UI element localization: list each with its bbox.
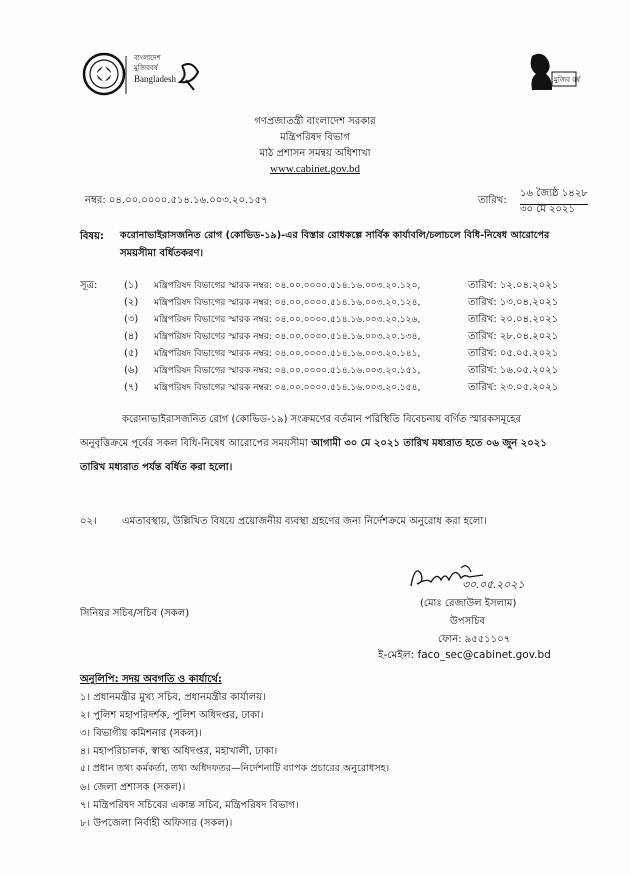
recipient: সিনিয়র সচিব/সচিব (সকল) bbox=[80, 608, 190, 619]
reference-item bbox=[0, 380, 630, 396]
reference-number: (১) bbox=[124, 280, 139, 291]
memo-number: নম্বর: ০৪.০০.০০০০.৫১৪.১৬.০০৩.২০.১৫৭ bbox=[85, 195, 268, 206]
cc-item: ৭। মন্ত্রিপরিষদ সচিবের একান্ত সচিব, মন্ত্রিপরিষদ বিভাগ। bbox=[80, 800, 299, 811]
cc-item: ৬। জেলা প্রশাসক (সকল)। bbox=[80, 782, 186, 793]
reference-number: (৩) bbox=[124, 314, 139, 325]
subject-line-1: করোনাভাইরাসজনিত রোগ (কোভিড-১৯)-এর বিস্তার রোধকল্পে সার্বিক কার্যাবলি/চলাচলে বিধি-নিষেধ আরোপের bbox=[120, 230, 550, 241]
date-label: তারিখ: bbox=[478, 195, 507, 206]
cc-item: ৪। মহাপরিচালক, স্বাস্থ্য অধিদপ্তর, মহাখালী, ঢাকা। bbox=[80, 746, 278, 757]
body-para2-number: ০২। bbox=[80, 516, 97, 527]
signatory-name: (মোঃ রেজাউল ইসলাম) bbox=[420, 598, 517, 609]
cc-item: ৫। প্রধান তথ্য কর্মকর্তা, তথ্য অধিদফতর—নির্দেশনাটি ব্যাপক প্রচারের অনুরোধসহ। bbox=[80, 763, 390, 774]
reference-date: তারিখ: ১২.০৪.২০২১ bbox=[468, 280, 559, 291]
cc-item: ৩। বিভাগীয় কমিশনার (সকল)। bbox=[80, 728, 202, 739]
body-para2: এমতাবস্থায়, উল্লিখিত বিষয়ে প্রয়োজনীয় ব্যবস্থা গ্রহণের জন্য নির্দেশক্রমে অনুরোধ করা হলো। bbox=[122, 516, 487, 527]
reference-text: মন্ত্রিপরিষদ বিভাগের স্মারক নম্বর: ০৪.০০.০০০০.৫১৪.১৬.০০৩.২০.১২৪, bbox=[154, 298, 421, 308]
reference-number: (৫) bbox=[124, 348, 139, 359]
reference-number: (৬) bbox=[124, 365, 139, 376]
body-para1-line2 bbox=[80, 436, 547, 453]
reference-date: তারিখ: ২৩.০৫.২০২১ bbox=[468, 382, 559, 393]
reference-number: (৪) bbox=[124, 331, 139, 342]
reference-date: তারিখ: ১৬.০৫.২০২১ bbox=[468, 365, 559, 376]
signatory-designation: উপসচিব bbox=[450, 616, 486, 627]
cc-item: ১। প্রধানমন্ত্রীর মুখ্য সচিব, প্রধানমন্ত্রীর কার্যালয়। bbox=[80, 692, 266, 703]
mujib-borsho-logo bbox=[522, 50, 580, 96]
office-line-1: গণপ্রজাতন্ত্রী বাংলাদেশ সরকার bbox=[254, 116, 376, 127]
logo-right-text: মুজিব বর্ষ bbox=[554, 76, 581, 84]
reference-item bbox=[0, 363, 630, 379]
body-para1-line2-normal: অনুবৃত্তিক্রমে পূর্বের সকল বিধি-নিষেধ আরোপের সময়সীমা bbox=[80, 438, 308, 449]
office-line-3: মাঠ প্রশাসন সমন্বয় অধিশাখা bbox=[259, 148, 371, 159]
reference-item bbox=[0, 312, 630, 328]
reference-text: মন্ত্রিপরিষদ বিভাগের স্মারক নম্বর: ০৪.০০.০০০০.৫১৪.১৬.০০৩.২০.১৪১, bbox=[154, 349, 421, 359]
reference-item bbox=[0, 346, 630, 362]
reference-text: মন্ত্রিপরিষদ বিভাগের স্মারক নম্বর: ০৪.০০.০০০০.৫১৪.১৬.০০৩.২০.১৫৪, bbox=[154, 383, 421, 393]
website-link[interactable]: www.cabinet.gov.bd bbox=[270, 163, 360, 175]
portrait-icon bbox=[522, 50, 580, 96]
reference-item bbox=[0, 295, 630, 311]
logo-text-1: বাংলাদেশ bbox=[134, 54, 161, 62]
reference-date: তারিখ: ১৩.০৪.২০২১ bbox=[468, 297, 559, 308]
signatory-email[interactable]: ই-মেইল: faco_sec@cabinet.gov.bd bbox=[378, 649, 551, 661]
reference-label: সূত্র: bbox=[80, 280, 98, 291]
signature-date: ৩০.০৫.২০২১ bbox=[462, 579, 525, 591]
reference-date: তারিখ: ২৮.০৪.২০২১ bbox=[468, 331, 559, 342]
logo-text-2: মুজিববর্ষ bbox=[134, 64, 158, 72]
reference-number: (৭) bbox=[124, 382, 139, 393]
reference-date: তারিখ: ০৫.০৫.২০২১ bbox=[468, 348, 559, 359]
cc-item: ৮। উপজেলা নির্বাহী অফিসার (সকল)। bbox=[80, 818, 233, 829]
cc-item: ২। পুলিশ মহাপরিদর্শক, পুলিশ অধিদপ্তর, ঢাকা। bbox=[80, 710, 264, 721]
body-para1-line2-bold: আগামী ৩০ মে ২০২১ তারিখ মধ্যরাত হতে ০৬ জুন ২০২১ bbox=[307, 438, 547, 449]
date-english: ৩০ মে ২০২১ bbox=[520, 204, 575, 215]
reference-date: তারিখ: ২০.০৪.২০২১ bbox=[468, 314, 559, 325]
subject-line-2: সময়সীমা বর্ধিতকরণ। bbox=[120, 248, 204, 259]
reference-item bbox=[0, 329, 630, 345]
cc-label: অনুলিপি: সদয় অবগতি ও কার্যার্থে: bbox=[80, 674, 222, 685]
reference-number: (২) bbox=[124, 297, 139, 308]
subject-label: বিষয়: bbox=[80, 231, 104, 242]
reference-item bbox=[0, 278, 630, 294]
office-line-2: মন্ত্রিপরিষদ বিভাগ bbox=[280, 132, 350, 143]
logo-text-3: Bangladesh bbox=[134, 74, 176, 84]
signatory-phone: ফোন: ৯৫৫১১০৭ bbox=[438, 634, 511, 645]
government-logo bbox=[82, 44, 212, 104]
date-bangla: ১৬ জ্যৈষ্ঠ ১৪২৮ bbox=[520, 186, 588, 205]
reference-text: মন্ত্রিপরিষদ বিভাগের স্মারক নম্বর: ০৪.০০.০০০০.৫১৪.১৬.০০৩.২০.১৫১, bbox=[154, 366, 421, 376]
body-para1-line3: তারিখ মধ্যরাত পর্যন্ত বর্ধিত করা হলো। bbox=[80, 462, 233, 473]
reference-text: মন্ত্রিপরিষদ বিভাগের স্মারক নম্বর: ০৪.০০.০০০০.৫১৪.১৬.০০৩.২০.১২০, bbox=[154, 281, 421, 291]
reference-text: মন্ত্রিপরিষদ বিভাগের স্মারক নম্বর: ০৪.০০.০০০০.৫১৪.১৬.০০৩.২০.১২৬, bbox=[154, 315, 421, 325]
body-para1-line1: করোনাভাইরাসজনিত রোগ (কোভিড-১৯) সংক্রমণের বর্তমান পরিস্থিতি বিবেচনায় বর্ণিত স্মারকসমূহের bbox=[122, 414, 521, 425]
reference-text: মন্ত্রিপরিষদ বিভাগের স্মারক নম্বর: ০৪.০০.০০০০.৫১৪.১৬.০০৩.২০.১৩৪, bbox=[154, 332, 421, 342]
